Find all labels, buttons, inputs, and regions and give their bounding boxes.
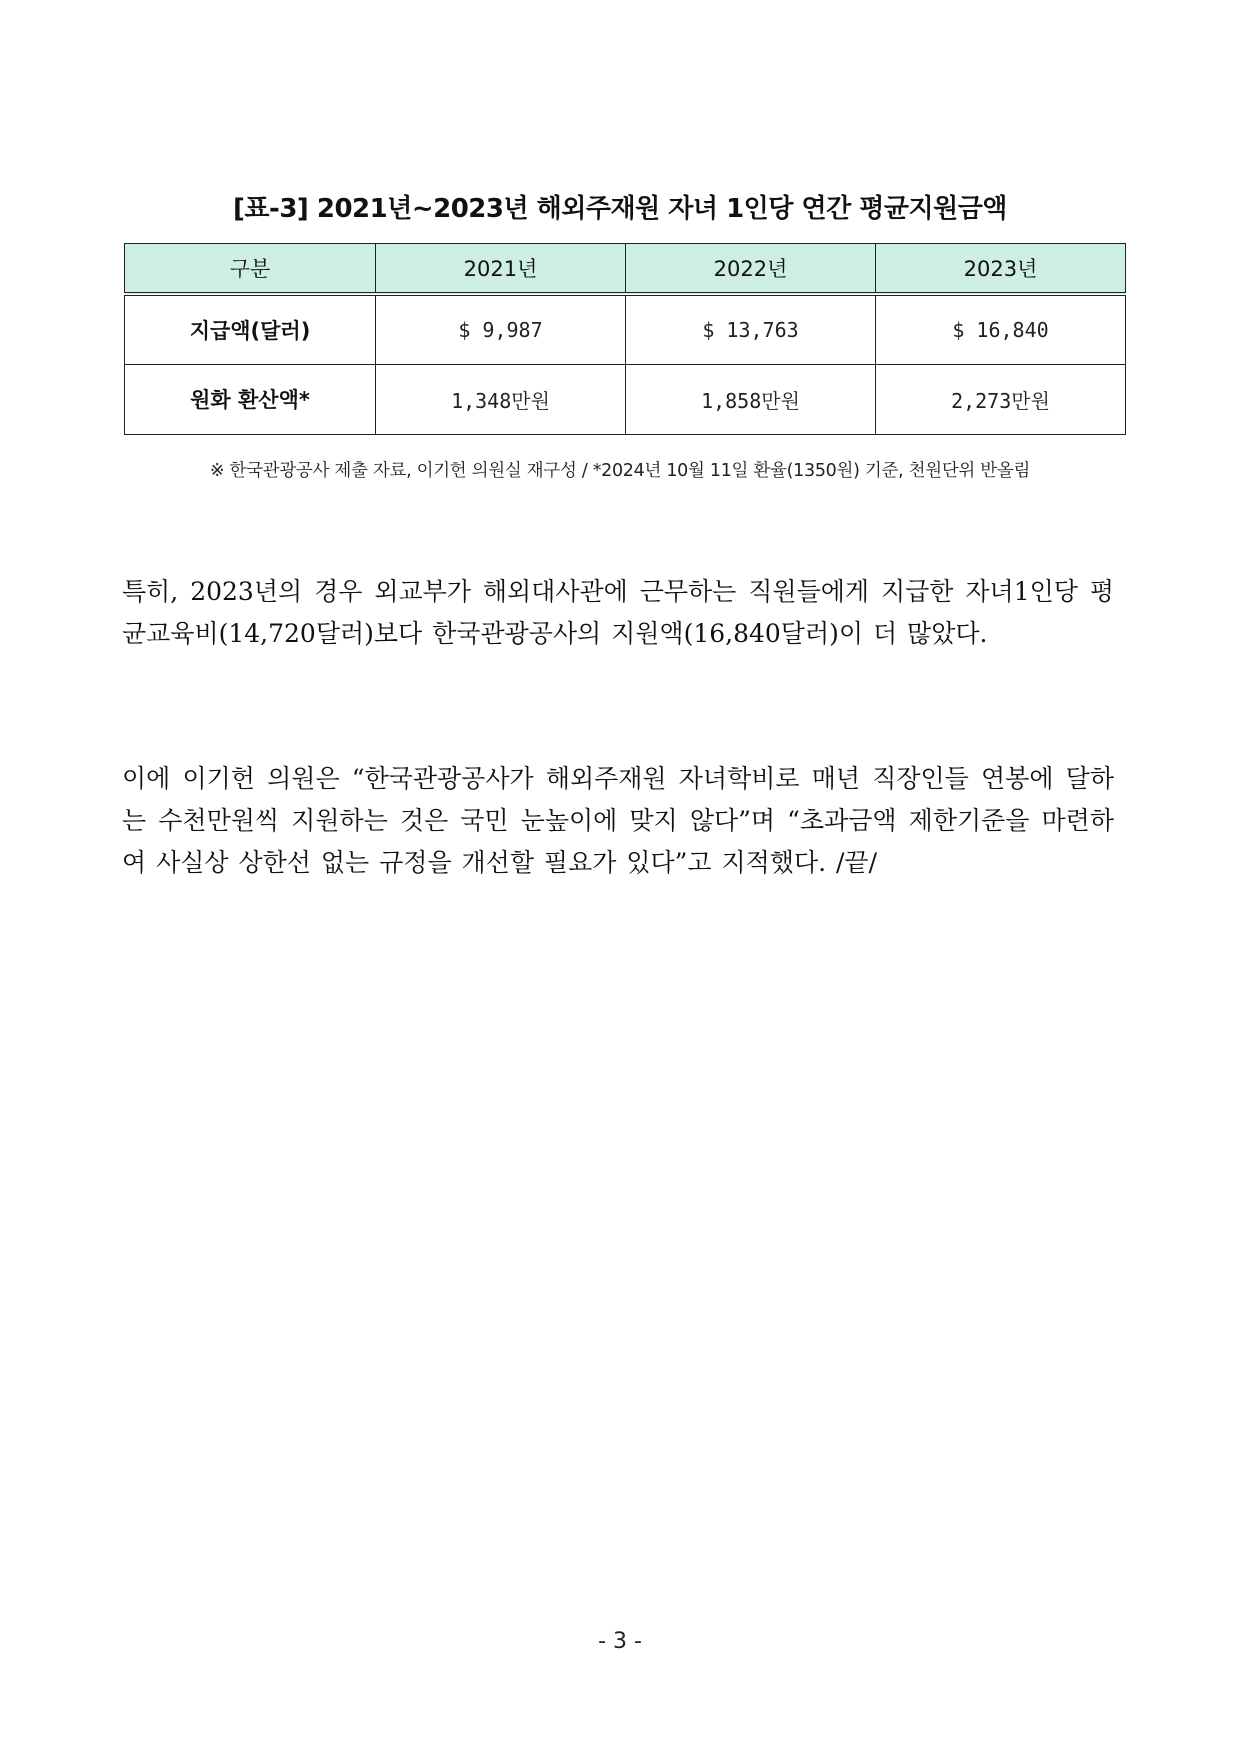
body-paragraph-2: 이에 이기헌 의원은 “한국관광공사가 해외주재원 자녀학비로 매년 직장인들 연봉에 달하는 수천만원씩 지원하는 것은 국민 눈높이에 맞지 않다”며 “초과금액 제한기준을 마련하여 사실상 상한선 없는 규정을 개선할 필요가 있다”고 지적했다. /끝/ (122, 764, 1114, 877)
header-2023: 2023년 (876, 244, 1126, 294)
cell-dollar-2023: $ 16,840 (876, 294, 1126, 365)
cell-won-2022: 1,858만원 (626, 364, 876, 435)
cell-dollar-2021: $ 9,987 (376, 294, 626, 365)
support-amount-table (124, 243, 1126, 435)
table-header-row (125, 244, 1126, 294)
table-row (125, 294, 1126, 365)
row-label-won: 원화 환산액* (125, 364, 376, 435)
cell-won-2023: 2,273만원 (876, 364, 1126, 435)
cell-won-2021: 1,348만원 (376, 364, 626, 435)
header-category: 구분 (125, 244, 376, 294)
table-title: [표-3] 2021년~2023년 해외주재원 자녀 1인당 연간 평균지원금액 (233, 194, 1007, 224)
header-2021: 2021년 (376, 244, 626, 294)
row-label-dollar: 지급액(달러) (125, 294, 376, 365)
table-row (125, 364, 1126, 435)
table-source-note: ※ 한국관광공사 제출 자료, 이기헌 의원실 재구성 / *2024년 10월 11일 환율(1350원) 기준, 천원단위 반올림 (209, 461, 1031, 481)
body-paragraph-1: 특히, 2023년의 경우 외교부가 해외대사관에 근무하는 직원들에게 지급한 자녀1인당 평균교육비(14,720달러)보다 한국관광공사의 지원액(16,840달러)이 더 많았다. (122, 577, 1114, 648)
cell-dollar-2022: $ 13,763 (626, 294, 876, 365)
page-number: - 3 - (598, 1629, 642, 1654)
header-2022: 2022년 (626, 244, 876, 294)
